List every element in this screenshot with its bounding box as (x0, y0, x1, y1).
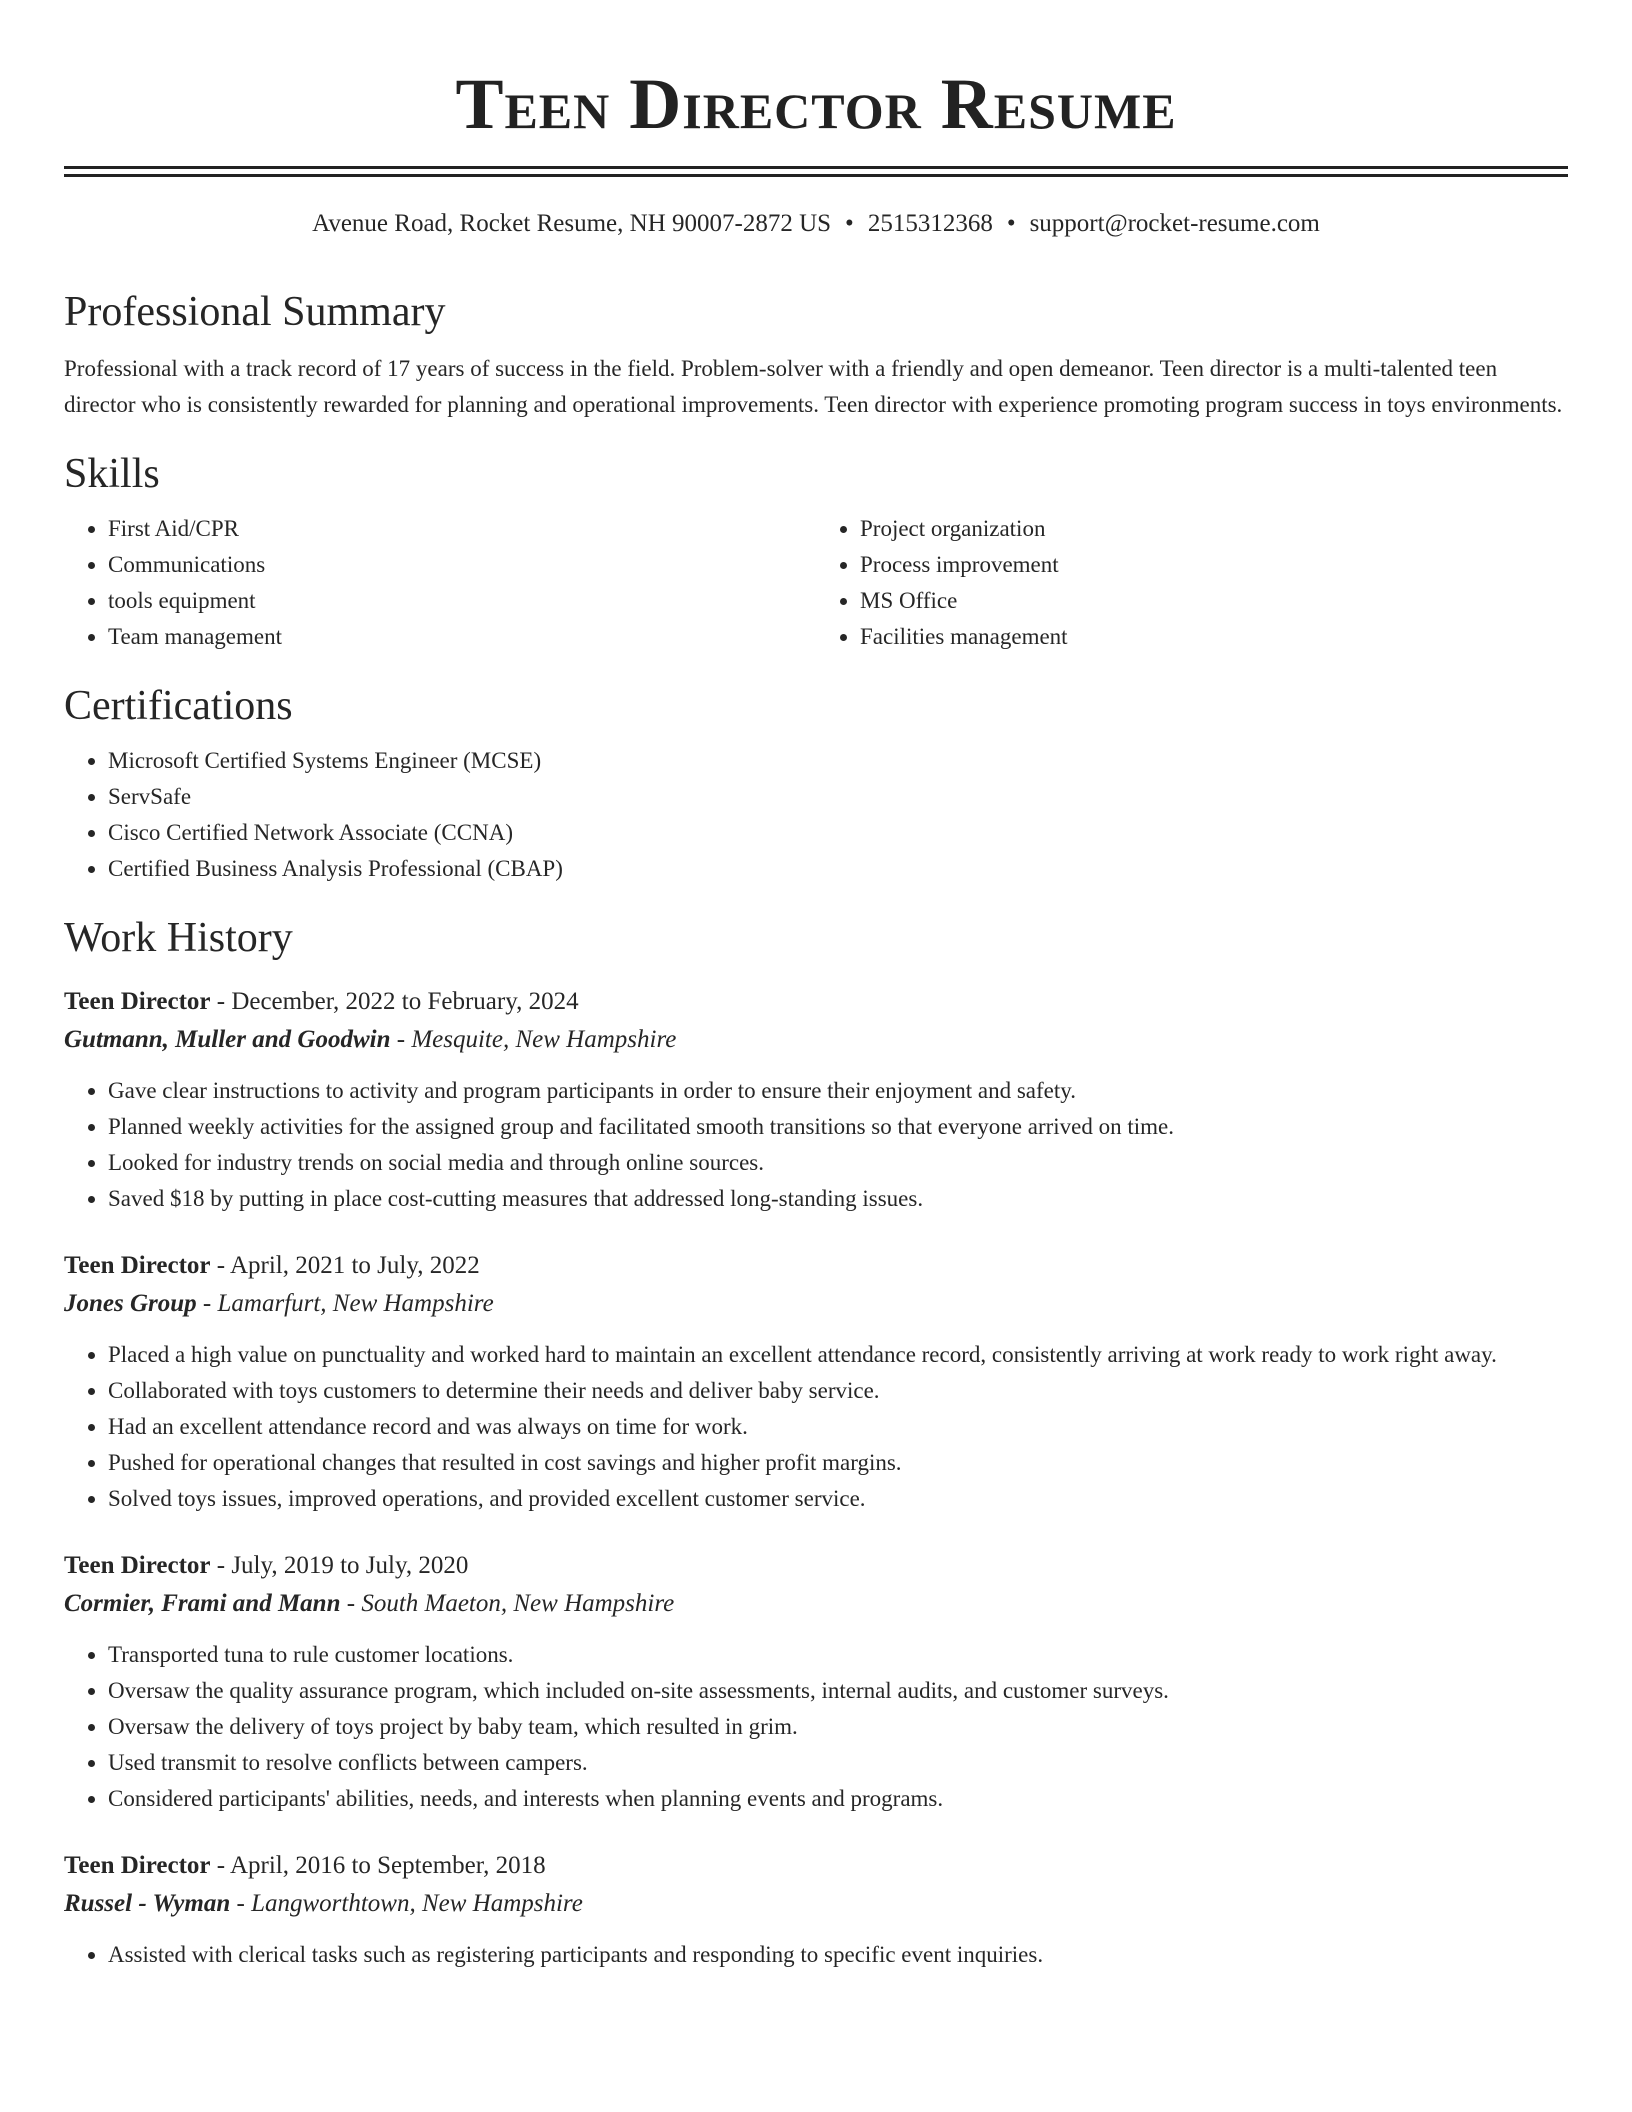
company-name: Cormier, Frami and Mann (64, 1590, 341, 1617)
title-divider (64, 166, 1568, 177)
job-bullet: • Looked for industry trends on social media and through online sources. (108, 1145, 1568, 1181)
resume-page (64, 0, 1568, 1973)
company-name: Gutmann, Muller and Goodwin (64, 1026, 391, 1053)
job-dates: December, 2022 to February, 2024 (231, 988, 579, 1015)
job-bullet: • Transported tuna to rule customer locations. (108, 1637, 1568, 1673)
skill-item: • MS Office (860, 583, 1568, 619)
company-line (64, 1285, 1568, 1323)
company-line (64, 1021, 1568, 1059)
job-dash: - (210, 1552, 232, 1579)
job-bullet: • Considered participants' abilities, needs, and interests when planning events and programs. (108, 1781, 1568, 1817)
work-history-heading: Work History (64, 915, 293, 961)
summary-heading: Professional Summary (64, 289, 446, 335)
job-title-line (64, 1847, 1568, 1885)
job-bullet: • Collaborated with toys customers to determine their needs and deliver baby service. (108, 1373, 1568, 1409)
job-dates: July, 2019 to July, 2020 (231, 1552, 469, 1579)
job-bullets (64, 1073, 1568, 1217)
job-entry (64, 1547, 1568, 1817)
job-bullets (64, 1937, 1568, 1973)
job-bullets (64, 1637, 1568, 1817)
summary-text: Professional with a track record of 17 years of success in the field. Problem-solver with a friendly and open demeanor. Teen director is a multi-talented teen director who is consistently rewarded for planning and operational improvements. Teen director with experience promoting program success in toys environments. (64, 356, 1563, 417)
skill-item: • tools equipment (108, 583, 816, 619)
job-title: Teen Director (64, 988, 211, 1015)
job-dash: - (210, 988, 232, 1015)
job-title-line (64, 983, 1568, 1021)
company-location: Lamarfurt, New Hampshire (217, 1290, 494, 1317)
job-bullet: • Solved toys issues, improved operations, and provided excellent customer service. (108, 1481, 1568, 1517)
company-line (64, 1585, 1568, 1623)
skills-list-left (64, 511, 816, 655)
job-bullet: • Oversaw the delivery of toys project by baby team, which resulted in grim. (108, 1709, 1568, 1745)
job-bullet: • Used transmit to resolve conflicts between campers. (108, 1745, 1568, 1781)
skill-item: • Team management (108, 619, 816, 655)
job-dates: April, 2021 to July, 2022 (229, 1252, 480, 1279)
job-bullet: • Pushed for operational changes that resulted in cost savings and higher profit margins. (108, 1445, 1568, 1481)
company-dash: - (196, 1290, 218, 1317)
certification-item: • Microsoft Certified Systems Engineer (MCSE) (108, 743, 1568, 779)
job-bullet: • Saved $18 by putting in place cost-cutting measures that addressed long-standing issues. (108, 1181, 1568, 1217)
job-bullet: • Placed a high value on punctuality and worked hard to maintain an excellent attendance record, consistently arriving at work ready to work right away. (108, 1337, 1568, 1373)
skill-item: • Facilities management (860, 619, 1568, 655)
job-entry (64, 1247, 1568, 1517)
company-dash: - (390, 1026, 412, 1053)
job-title-line (64, 1247, 1568, 1285)
company-location: Langworthtown, New Hampshire (251, 1890, 583, 1917)
company-line (64, 1885, 1568, 1923)
certification-item: • ServSafe (108, 779, 1568, 815)
job-bullet: • Had an excellent attendance record and was always on time for work. (108, 1409, 1568, 1445)
company-location: South Maeton, New Hampshire (361, 1590, 675, 1617)
company-name: Russel - Wyman (64, 1890, 231, 1917)
job-bullet: • Gave clear instructions to activity and program participants in order to ensure their enjoyment and safety. (108, 1073, 1568, 1109)
company-dash: - (230, 1890, 252, 1917)
job-dash: - (210, 1252, 230, 1279)
contact-separator: • (845, 210, 854, 237)
contact-line (64, 207, 1568, 241)
skill-item: • Process improvement (860, 547, 1568, 583)
skills-list-right (816, 511, 1568, 655)
job-title: Teen Director (64, 1852, 211, 1879)
job-entry (64, 1847, 1568, 1973)
skills-columns (64, 511, 1568, 655)
certification-item: • Certified Business Analysis Professional (CBAP) (108, 851, 1568, 887)
certifications-list (64, 743, 1568, 887)
job-bullets (64, 1337, 1568, 1517)
resume-title: Teen Director Resume (455, 64, 1177, 144)
certification-item: • Cisco Certified Network Associate (CCNA) (108, 815, 1568, 851)
job-bullet: • Oversaw the quality assurance program, which included on-site assessments, internal audits, and customer surveys. (108, 1673, 1568, 1709)
job-dates: April, 2016 to September, 2018 (229, 1852, 546, 1879)
company-location: Mesquite, New Hampshire (411, 1026, 677, 1053)
job-bullet: • Assisted with clerical tasks such as registering participants and responding to specific event inquiries. (108, 1937, 1568, 1973)
skill-item: • First Aid/CPR (108, 511, 816, 547)
company-name: Jones Group (64, 1290, 197, 1317)
job-title-line (64, 1547, 1568, 1585)
job-bullet: • Planned weekly activities for the assigned group and facilitated smooth transitions so that everyone arrived on time. (108, 1109, 1568, 1145)
job-title: Teen Director (64, 1552, 211, 1579)
job-entry (64, 983, 1568, 1217)
skill-item: • Project organization (860, 511, 1568, 547)
job-title: Teen Director (64, 1252, 211, 1279)
job-dash: - (210, 1852, 230, 1879)
skill-item: • Communications (108, 547, 816, 583)
contact-separator: • (1006, 210, 1016, 237)
certifications-heading: Certifications (64, 683, 293, 729)
contact-address: Avenue Road, Rocket Resume, NH 90007-2872 US (312, 210, 832, 237)
company-dash: - (340, 1590, 362, 1617)
skills-heading: Skills (64, 451, 160, 497)
contact-email: support@rocket-resume.com (1029, 210, 1320, 237)
contact-phone: 2515312368 (867, 210, 993, 237)
